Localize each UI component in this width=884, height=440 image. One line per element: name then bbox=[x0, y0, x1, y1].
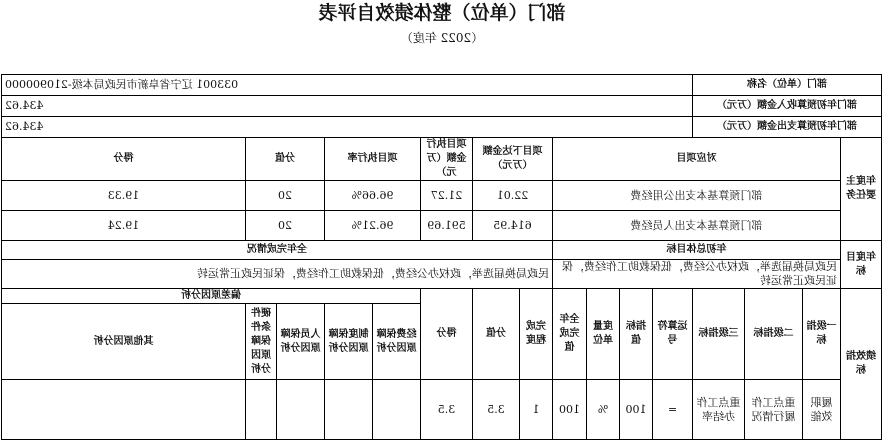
task-row-1-score: 19.33 bbox=[1, 181, 245, 211]
ind-row-1-actual: 100 bbox=[552, 380, 586, 440]
tasks-col-project: 对应项目 bbox=[552, 138, 840, 181]
goals-completion-label: 全年完成情况 bbox=[1, 241, 552, 260]
ind-col-dev-hardware: 硬件条件保障原因分析 bbox=[245, 304, 276, 380]
task-row-2-budget: 614.95 bbox=[472, 211, 552, 241]
dept-name-label: 部门（单位）名称 bbox=[692, 75, 881, 96]
ind-row-1-score: 3.5 bbox=[420, 380, 472, 440]
goals-initial-label: 年初总体目标 bbox=[552, 241, 840, 260]
tasks-col-rate: 项目执行率 bbox=[324, 138, 420, 181]
ind-row-1-level3: 重点工作办结率 bbox=[692, 380, 744, 440]
ind-col-unit: 度量单位 bbox=[586, 289, 619, 380]
tasks-col-score: 得分 bbox=[1, 138, 245, 181]
ind-col-score: 得分 bbox=[420, 289, 472, 380]
ind-col-dev-funding: 经费保障原因分析 bbox=[372, 304, 420, 380]
ind-col-operator: 运算符号 bbox=[652, 289, 692, 380]
goals-initial-text: 民政局换届选举，政权办公经费，低保救助工作经费，保证民政正常运转 bbox=[552, 260, 840, 289]
ind-col-target: 指标值 bbox=[619, 289, 652, 380]
ind-col-dev-system: 制度保障原因分析 bbox=[324, 304, 372, 380]
ind-col-level3: 三级指标 bbox=[692, 289, 744, 380]
task-row-1-budget: 22.01 bbox=[472, 181, 552, 211]
task-row-1-score-value: 20 bbox=[245, 181, 324, 211]
task-row-2-score: 19.24 bbox=[1, 211, 245, 241]
tasks-col-budget: 项目下达金额（万元） bbox=[472, 138, 552, 181]
ind-col-dev-staff: 人员保障原因分析 bbox=[276, 304, 324, 380]
task-row-1-rate: 96.66% bbox=[324, 181, 420, 211]
tasks-col-executed: 项目执行金额（万元） bbox=[420, 138, 472, 181]
ind-row-1-completion: 1 bbox=[519, 380, 552, 440]
task-row-1-executed: 21.27 bbox=[420, 181, 472, 211]
ind-row-1-unit: % bbox=[586, 380, 619, 440]
ind-row-1-dev-hardware bbox=[245, 380, 276, 440]
ind-row-1-dev-funding bbox=[372, 380, 420, 440]
task-row-2-executed: 591.69 bbox=[420, 211, 472, 241]
income-label: 部门年初预算收入金额（万元） bbox=[692, 96, 881, 117]
ind-row-1-level2: 重点工作履行情况 bbox=[745, 380, 803, 440]
evaluation-table bbox=[1, 74, 882, 440]
ind-row-1-operator: = bbox=[652, 380, 692, 440]
ind-col-level1: 一级指标 bbox=[803, 289, 841, 380]
task-row-2-rate: 96.21% bbox=[324, 211, 420, 241]
page-title: 部门（单位）整体绩效自评表 bbox=[318, 2, 566, 24]
expense-label: 部门年初预算支出金额（万元） bbox=[692, 117, 881, 138]
indicators-section-label: 绩效指标 bbox=[841, 289, 882, 440]
ind-col-deviation: 偏差原因分析 bbox=[1, 289, 420, 304]
dept-name-value: 033001 辽宁省阜新市民政局本级-210900000 bbox=[1, 75, 692, 96]
tasks-section-label: 年度主要任务 bbox=[841, 138, 882, 241]
ind-col-completion: 完成程度 bbox=[519, 289, 552, 380]
ind-col-level2: 二级指标 bbox=[745, 289, 803, 380]
ind-row-1-dev-system bbox=[324, 380, 372, 440]
tasks-col-score-value: 分值 bbox=[245, 138, 324, 181]
expense-value: 434.62 bbox=[1, 117, 692, 138]
ind-row-1-dev-staff bbox=[276, 380, 324, 440]
ind-row-1-target: 100 bbox=[619, 380, 652, 440]
ind-row-1-level1: 履职效能 bbox=[803, 380, 841, 440]
ind-row-1-score-value: 3.5 bbox=[472, 380, 519, 440]
income-value: 434.62 bbox=[1, 96, 692, 117]
task-row-1-project: 部门预算基本支出公用经费 bbox=[552, 181, 840, 211]
ind-col-dev-other: 其他原因分析 bbox=[1, 304, 245, 380]
ind-col-actual: 全年完成值 bbox=[552, 289, 586, 380]
goals-completion-text: 民政局换届选举，政权办公经费，低保救助工作经费，保证民政正常运转 bbox=[1, 260, 552, 289]
ind-col-score-value: 分值 bbox=[472, 289, 519, 380]
ind-row-1-dev-other bbox=[1, 380, 245, 440]
task-row-2-score-value: 20 bbox=[245, 211, 324, 241]
goals-section-label: 年度目标 bbox=[841, 241, 882, 289]
page-subtitle-year: （2022 年度） bbox=[400, 31, 484, 45]
task-row-2-project: 部门预算基本支出人员经费 bbox=[552, 211, 840, 241]
